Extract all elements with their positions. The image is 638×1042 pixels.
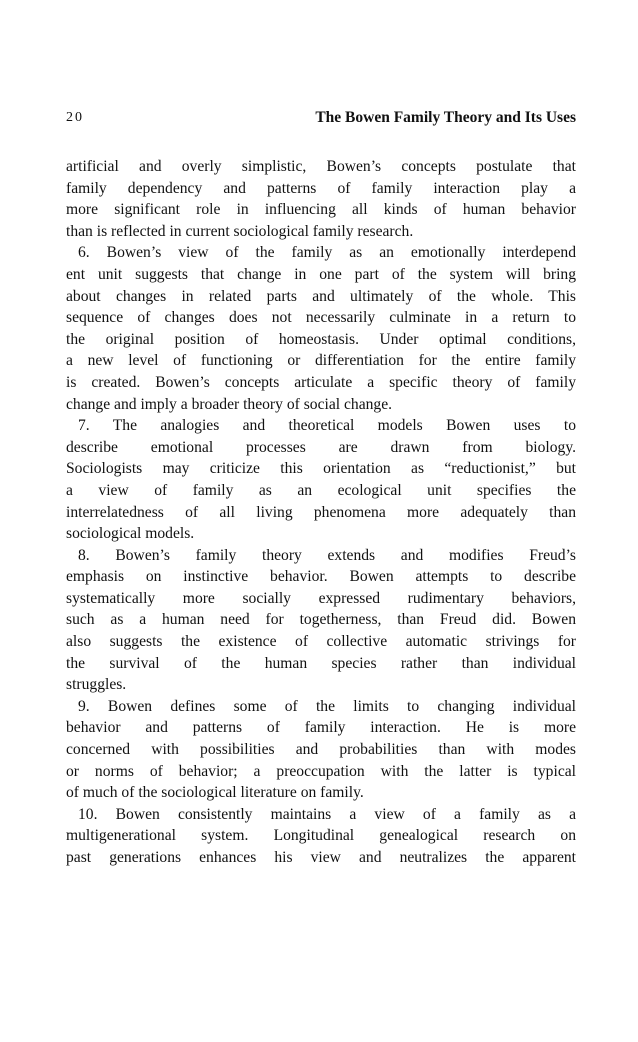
text-line: than is reflected in current sociological family research. [66, 222, 414, 240]
text-line: is created. Bowen’s concepts articulate a specific theory of family [66, 373, 576, 391]
text-line: past generations enhances his view and neutralizes the apparent [66, 849, 576, 866]
text-line: 8. Bowen’s family theory extends and modifies Freud’s [78, 546, 576, 564]
text-line: Sociologists may criticize this orientation as “reductionist,” but [66, 460, 576, 478]
text-line: behavior and patterns of family interaction. He is more [66, 719, 576, 737]
text-line: the original position of homeostasis. Under optimal conditions, [66, 330, 576, 348]
text-line: concerned with possibilities and probabilities than with modes [66, 741, 576, 759]
body-text [66, 156, 576, 869]
text-line: emphasis on instinctive behavior. Bowen attempts to describe [66, 568, 576, 586]
text-line: the survival of the human species rather than individual [66, 654, 576, 672]
text-line: ent unit suggests that change in one part of the system will bring [66, 265, 576, 283]
text-line: change and imply a broader theory of social change. [66, 395, 393, 413]
text-line: 6. Bowen’s view of the family as an emotionally interdepend [78, 244, 576, 262]
text-line: sequence of changes does not necessarily culminate in a return to [66, 309, 576, 327]
text-line: a view of family as an ecological unit specifies the [66, 481, 576, 499]
text-line: struggles. [66, 676, 127, 694]
text-line: interrelatedness of all living phenomena more adequately than [66, 503, 576, 521]
text-line: 10. Bowen consistently maintains a view of a family as a [78, 805, 576, 823]
text-line: systematically more socially expressed rudimentary behaviors, [66, 589, 576, 607]
text-line: or norms of behavior; a preoccupation with the latter is typical [66, 762, 576, 780]
text-line: 7. The analogies and theoretical models Bowen uses to [78, 417, 576, 435]
text-line: such as a human need for togetherness, than Freud did. Bowen [66, 611, 576, 629]
text-line: describe emotional processes are drawn from biology. [66, 438, 576, 456]
text-line: multigenerational system. Longitudinal genealogical research on [66, 827, 576, 845]
text-line: of much of the sociological literature on family. [66, 784, 364, 802]
running-head-title: The Bowen Family Theory and Its Uses [315, 109, 576, 126]
text-line: more significant role in influencing all kinds of human behavior [66, 201, 576, 219]
page-header [66, 108, 576, 130]
text-line: artificial and overly simplistic, Bowen’s concepts postulate that [66, 158, 576, 175]
text-line: also suggests the existence of collective automatic strivings for [66, 633, 576, 651]
text-line: a new level of functioning or differentiation for the entire family [66, 352, 576, 370]
text-line: family dependency and patterns of family interaction play a [66, 179, 576, 197]
text-line: sociological models. [66, 525, 195, 543]
page-number: 20 [66, 110, 84, 125]
text-line: 9. Bowen defines some of the limits to changing individual [78, 697, 576, 715]
text-line: about changes in related parts and ultimately of the whole. This [66, 287, 576, 305]
